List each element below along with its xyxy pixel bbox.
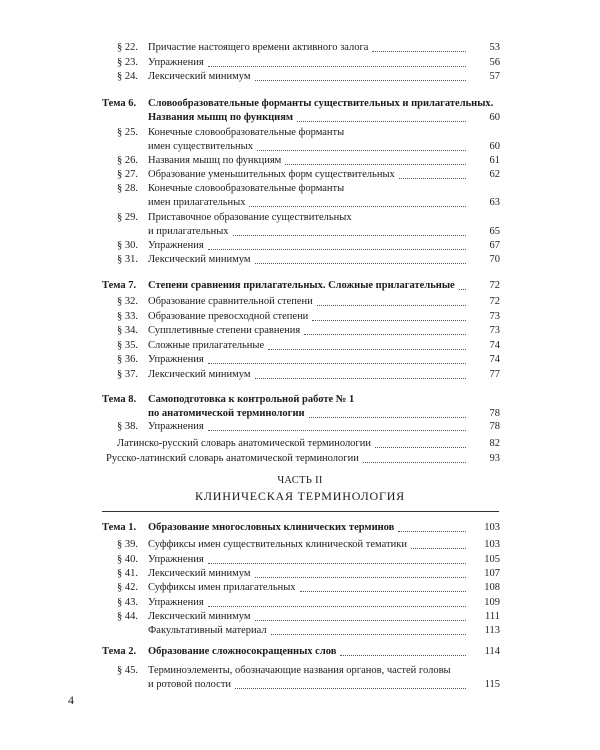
- topic-label: Тема 8.: [102, 394, 137, 405]
- entry-title: Лексический минимум: [148, 568, 251, 579]
- entry-title: Образование многословных клинических терминов: [148, 522, 395, 533]
- entry-page-number: 82: [489, 438, 500, 449]
- entry-title: Степени сравнения прилагательных. Сложные прилагательные: [148, 280, 455, 291]
- entry-title: Лексический минимум: [148, 71, 251, 82]
- leader-dots: [255, 378, 466, 379]
- toc-entry-line: [0, 678, 600, 692]
- toc-entry-line: [0, 324, 600, 338]
- toc-entry-line: [0, 567, 600, 581]
- section-number: § 24.: [117, 71, 138, 82]
- entry-page-number: 73: [489, 325, 500, 336]
- section-number: § 37.: [117, 369, 138, 380]
- leader-dots: [271, 634, 466, 635]
- section-number: § 40.: [117, 554, 138, 565]
- entry-title: Приставочное образование существительных: [148, 212, 352, 223]
- section-number: § 38.: [117, 421, 138, 432]
- leader-dots: [411, 548, 466, 549]
- toc-topic-line: [0, 521, 600, 535]
- entry-page-number: 109: [484, 597, 500, 608]
- entry-page-number: 114: [484, 646, 500, 657]
- entry-title: и ротовой полости: [148, 679, 232, 690]
- toc-entry-line: [0, 339, 600, 353]
- toc-entry-line: [0, 553, 600, 567]
- entry-title: имен прилагательных: [148, 197, 246, 208]
- part-title: КЛИНИЧЕСКАЯ ТЕРМИНОЛОГИЯ: [195, 489, 405, 503]
- entry-page-number: 103: [484, 539, 500, 550]
- entry-title: Терминоэлементы, обозначающие названия органов, частей головы: [148, 665, 451, 676]
- entry-page-number: 78: [489, 421, 500, 432]
- leader-dots: [398, 531, 466, 532]
- leader-dots: [312, 320, 466, 321]
- toc-topic-line: [0, 393, 600, 407]
- entry-page-number: 115: [484, 679, 500, 690]
- toc-entry-line: [0, 581, 600, 595]
- leader-dots: [285, 164, 466, 165]
- entry-page-number: 111: [485, 611, 500, 622]
- toc-entry-line: [0, 196, 600, 210]
- section-number: § 45.: [117, 665, 138, 676]
- toc-topic-line: [0, 279, 600, 293]
- entry-page-number: 108: [484, 582, 500, 593]
- section-number: § 25.: [117, 127, 138, 138]
- toc-entry-line: [0, 182, 600, 196]
- toc-entry-line: [0, 140, 600, 154]
- leader-dots: [208, 606, 466, 607]
- toc-topic-line: [0, 645, 600, 659]
- toc-entry-line: [0, 610, 600, 624]
- entry-title: Образование уменьшительных форм существительных: [148, 169, 395, 180]
- entry-page-number: 70: [489, 254, 500, 265]
- entry-title: имен существительных: [148, 141, 253, 152]
- entry-title: по анатомической терминологии: [148, 408, 305, 419]
- entry-page-number: 61: [489, 155, 500, 166]
- section-number: § 30.: [117, 240, 138, 251]
- entry-page-number: 73: [489, 311, 500, 322]
- leader-dots: [309, 417, 466, 418]
- entry-page-number: 107: [484, 568, 500, 579]
- leader-dots: [255, 263, 466, 264]
- leader-dots: [235, 688, 466, 689]
- leader-dots: [208, 66, 466, 67]
- section-number: § 22.: [117, 42, 138, 53]
- entry-title: Словообразовательные форманты существительных и прилагательных.: [148, 98, 494, 109]
- entry-title: Упражнения: [148, 597, 204, 608]
- leader-dots: [317, 305, 466, 306]
- entry-title: Упражнения: [148, 354, 204, 365]
- section-number: § 31.: [117, 254, 138, 265]
- leader-dots: [255, 620, 466, 621]
- toc-entry-line: [0, 154, 600, 168]
- section-number: § 44.: [117, 611, 138, 622]
- entry-title: Лексический минимум: [148, 369, 251, 380]
- entry-title: Причастие настоящего времени активного залога: [148, 42, 369, 53]
- leader-dots: [459, 289, 466, 290]
- topic-label: Тема 7.: [102, 280, 137, 291]
- entry-title: Самоподготовка к контрольной работе № 1: [148, 394, 355, 405]
- part-label: ЧАСТЬ II: [277, 475, 323, 486]
- toc-entry-line: [0, 126, 600, 140]
- leader-dots: [208, 249, 466, 250]
- entry-title: Образование сложносокращенных слов: [148, 646, 337, 657]
- toc-entry-line: [0, 70, 600, 84]
- leader-dots: [300, 591, 466, 592]
- entry-title: Русско-латинский словарь анатомической терминологии: [106, 453, 359, 464]
- toc-topic-line: [0, 97, 600, 111]
- entry-title: Суффиксы имен существительных клинической тематики: [148, 539, 407, 550]
- topic-label: Тема 1.: [102, 522, 137, 533]
- entry-page-number: 74: [489, 340, 500, 351]
- entry-title: Суффиксы имен прилагательных: [148, 582, 296, 593]
- entry-title: Упражнения: [148, 554, 204, 565]
- toc-entry-line: [0, 239, 600, 253]
- leader-dots: [375, 447, 466, 448]
- entry-title: Конечные словообразовательные форманты: [148, 183, 345, 194]
- footer-page-number: 4: [68, 693, 74, 707]
- leader-dots: [268, 349, 466, 350]
- leader-dots: [233, 235, 466, 236]
- entry-title: Упражнения: [148, 240, 204, 251]
- entry-title: Конечные словообразовательные форманты: [148, 127, 345, 138]
- leader-dots: [363, 462, 466, 463]
- toc-entry-line: [0, 437, 600, 451]
- entry-page-number: 105: [484, 554, 500, 565]
- section-number: § 35.: [117, 340, 138, 351]
- entry-page-number: 93: [489, 453, 500, 464]
- toc-entry-line: [0, 211, 600, 225]
- entry-page-number: 72: [489, 296, 500, 307]
- entry-title: Сложные прилагательные: [148, 340, 265, 351]
- entry-page-number: 53: [489, 42, 500, 53]
- leader-dots: [249, 206, 466, 207]
- section-number: § 27.: [117, 169, 138, 180]
- section-number: § 41.: [117, 568, 138, 579]
- section-number: § 36.: [117, 354, 138, 365]
- leader-dots: [257, 150, 466, 151]
- toc-entry-line: [0, 596, 600, 610]
- entry-title: Факультативный материал: [148, 625, 267, 636]
- leader-dots: [340, 655, 466, 656]
- section-number: § 34.: [117, 325, 138, 336]
- entry-title: Упражнения: [148, 57, 204, 68]
- leader-dots: [304, 334, 466, 335]
- entry-page-number: 103: [484, 522, 500, 533]
- entry-page-number: 62: [489, 169, 500, 180]
- toc-entry-line: [0, 310, 600, 324]
- toc-entry-line: [0, 41, 600, 55]
- toc-topic-line: [0, 111, 600, 125]
- section-number: § 43.: [117, 597, 138, 608]
- leader-dots: [208, 430, 466, 431]
- entry-page-number: 60: [489, 112, 500, 123]
- entry-page-number: 60: [489, 141, 500, 152]
- toc-entry-line: [0, 56, 600, 70]
- toc-entry-line: [0, 452, 600, 466]
- toc-entry-line: [0, 253, 600, 267]
- toc-entry-line: [0, 538, 600, 552]
- entry-title: Названия мышц по функциям: [148, 112, 294, 123]
- entry-title: Лексический минимум: [148, 254, 251, 265]
- entry-page-number: 77: [489, 369, 500, 380]
- entry-title: Названия мышц по функциям: [148, 155, 282, 166]
- entry-page-number: 57: [489, 71, 500, 82]
- entry-title: Латинско-русский словарь анатомической терминологии: [117, 438, 371, 449]
- toc-entry-line: [0, 664, 600, 678]
- entry-page-number: 63: [489, 197, 500, 208]
- part-separator: [102, 511, 499, 512]
- toc-entry-line: [0, 368, 600, 382]
- leader-dots: [297, 121, 466, 122]
- entry-page-number: 67: [489, 240, 500, 251]
- leader-dots: [255, 80, 466, 81]
- section-number: § 28.: [117, 183, 138, 194]
- leader-dots: [255, 577, 466, 578]
- section-number: § 42.: [117, 582, 138, 593]
- entry-page-number: 72: [489, 280, 500, 291]
- section-number: § 26.: [117, 155, 138, 166]
- leader-dots: [208, 363, 466, 364]
- entry-title: Образование сравнительной степени: [148, 296, 313, 307]
- entry-title: Лексический минимум: [148, 611, 251, 622]
- section-number: § 29.: [117, 212, 138, 223]
- topic-label: Тема 2.: [102, 646, 137, 657]
- topic-label: Тема 6.: [102, 98, 137, 109]
- toc-entry-line: [0, 168, 600, 182]
- entry-title: Супплетивные степени сравнения: [148, 325, 301, 336]
- toc-entry-line: [0, 225, 600, 239]
- entry-title: Образование превосходной степени: [148, 311, 309, 322]
- leader-dots: [399, 178, 466, 179]
- entry-page-number: 113: [484, 625, 500, 636]
- section-number: § 23.: [117, 57, 138, 68]
- section-number: § 32.: [117, 296, 138, 307]
- section-number: § 39.: [117, 539, 138, 550]
- entry-page-number: 74: [489, 354, 500, 365]
- toc-topic-line: [0, 407, 600, 421]
- leader-dots: [208, 563, 466, 564]
- entry-page-number: 78: [489, 408, 500, 419]
- entry-title: Упражнения: [148, 421, 204, 432]
- toc-entry-line: [0, 353, 600, 367]
- section-number: § 33.: [117, 311, 138, 322]
- toc-entry-line: [0, 420, 600, 434]
- entry-title: и прилагательных: [148, 226, 229, 237]
- toc-entry-line: [0, 295, 600, 309]
- toc-entry-line: [0, 624, 600, 638]
- entry-page-number: 56: [489, 57, 500, 68]
- leader-dots: [372, 51, 466, 52]
- entry-page-number: 65: [489, 226, 500, 237]
